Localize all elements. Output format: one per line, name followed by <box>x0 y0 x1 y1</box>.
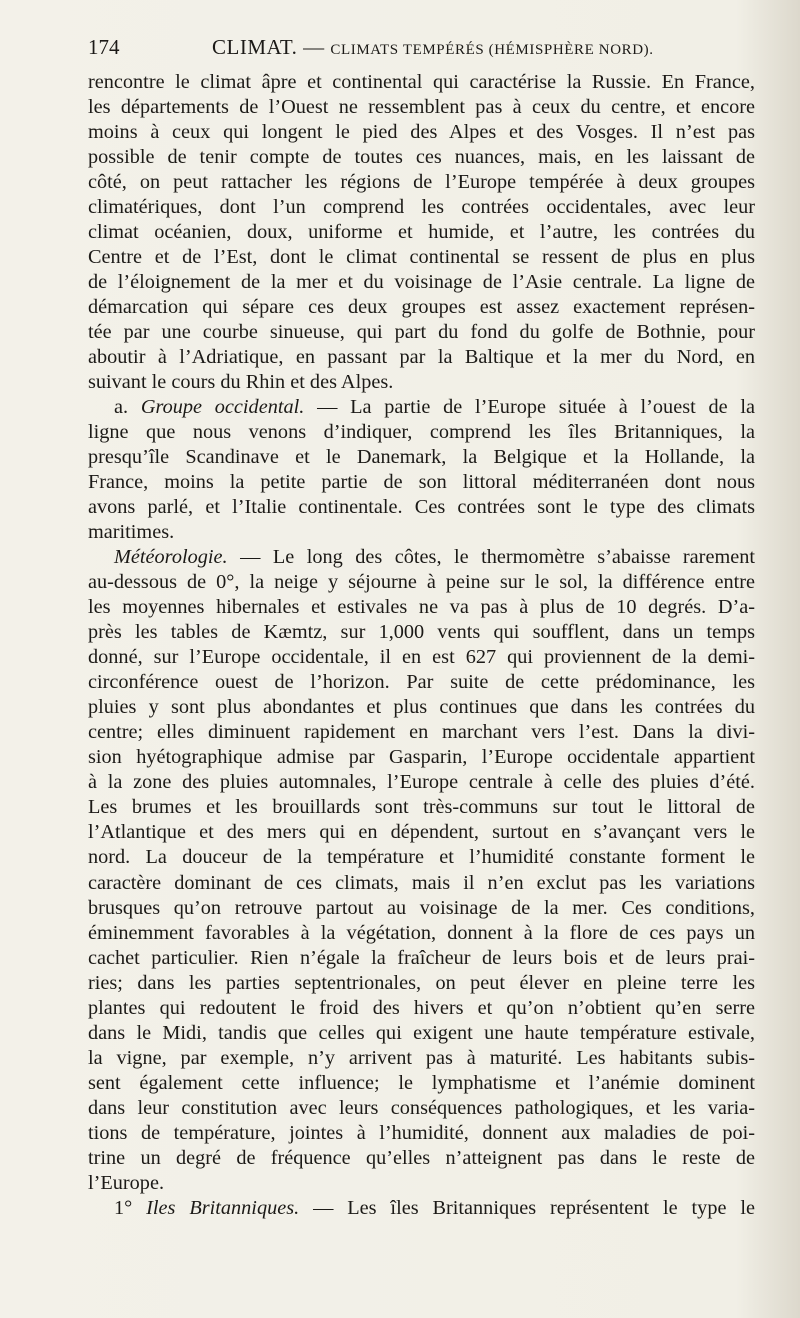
text-line: l’Europe. <box>88 1171 165 1194</box>
text-line: donné, sur l’Europe occidentale, il en est 627 qui proviennent de la demi- <box>88 646 755 669</box>
text-line: près les tables de Kæmtz, sur 1,000 vents qui soufflent, dans un temps <box>88 621 755 644</box>
text-line: éminemment favorables à la végétation, donnent à la flore de ces pays un <box>88 921 755 944</box>
text-line: avons parlé, et l’Italie continentale. Ces contrées sont le type des climats <box>88 496 755 519</box>
text-line: au-dessous de 0°, la neige y séjourne à peine sur le sol, la différence entre <box>88 571 755 594</box>
text-line: plantes qui redoutent le froid des hivers et qu’on n’obtient qu’en serre <box>88 996 755 1019</box>
text-line: ligne que nous venons d’indiquer, comprend les îles Britanniques, la <box>88 421 755 444</box>
text-line: côté, on peut rattacher les régions de l’Europe tempérée à deux groupes <box>88 171 755 194</box>
text-line: sion hyétographique admise par Gasparin, l’Europe occidentale appartient <box>88 746 755 769</box>
text-line: l’Atlantique et des mers qui en dépendent, surtout en s’avançant vers le <box>88 821 755 844</box>
running-head <box>212 32 654 65</box>
section-heading-line <box>88 395 755 420</box>
text-line: Centre et de l’Est, dont le climat continental se ressent de plus en plus <box>88 246 755 269</box>
text-line: centre; elles diminuent rapidement en marchant vers l’est. Dans la divi- <box>88 721 755 744</box>
text-line: sent également cette influence; le lymphatisme et l’anémie dominent <box>88 1071 755 1094</box>
section-heading-line <box>88 1196 755 1221</box>
text-line: ries; dans les parties septentrionales, on peut élever en pleine terre les <box>88 971 755 994</box>
section-title-groupe-occidental: Groupe occidental. <box>140 396 305 419</box>
text-line: tions de température, jointes à l’humidité, donnent aux maladies de poi- <box>88 1121 755 1144</box>
text-line: dans leur constitution avec leurs conséquences pathologiques, et les varia- <box>88 1096 755 1119</box>
text-line: dans le Midi, tandis que celles qui exigent une haute température estivale, <box>88 1021 755 1044</box>
text-line: climat océanien, doux, uniforme et humide, et l’autre, les contrées du <box>88 221 755 244</box>
page-header <box>88 32 753 66</box>
text-run: — La partie de l’Europe située à l’ouest de la <box>304 396 755 419</box>
text-line: cachet particulier. Rien n’égale la fraîcheur de leurs bois et de leurs prai- <box>88 946 755 969</box>
text-line: nord. La douceur de la température et l’humidité constante forment le <box>88 846 755 869</box>
text-line: trine un degré de fréquence qu’elles n’atteignent pas dans le reste de <box>88 1146 755 1169</box>
text-line: démarcation qui sépare ces deux groupes est assez exactement représen- <box>88 296 755 319</box>
text-line: circonférence ouest de l’horizon. Par suite de cette prédominance, les <box>88 671 755 694</box>
text-line: aboutir à l’Adriatique, en passant par la Baltique et la mer du Nord, en <box>88 346 755 369</box>
text-line: les départements de l’Ouest ne ressemblent pas à ceux du centre, et encore <box>88 96 755 119</box>
text-line: caractère dominant de ces climats, mais il n’en exclut pas les variations <box>88 871 755 894</box>
section-heading-line <box>88 545 755 570</box>
text-line: maritimes. <box>88 521 175 544</box>
text-line: moins à ceux qui longent le pied des Alpes et des Vosges. Il n’est pas <box>88 121 755 144</box>
text-line: brusques qu’on retrouve partout au voisinage de la mer. Ces conditions, <box>88 896 755 919</box>
text-line: suivant le cours du Rhin et des Alpes. <box>88 371 394 394</box>
text-line: les moyennes hibernales et estivales ne va pas à plus de 10 degrés. D’a- <box>88 596 755 619</box>
text-line: pluies y sont plus abondantes et plus continues que dans les contrées du <box>88 696 755 719</box>
page-number: 174 <box>88 35 120 59</box>
text-line: à la zone des pluies automnales, l’Europe centrale à celle des pluies d’été. <box>88 771 755 794</box>
section-marker: 1° <box>114 1196 147 1219</box>
running-head-sub: CLIMATS TEMPÉRÉS (HÉMISPHÈRE NORD). <box>330 42 654 58</box>
text-run: — Les îles Britanniques représentent le type le <box>299 1196 755 1219</box>
text-line: la vigne, par exemple, n’y arrivent pas à maturité. Les habitants subis- <box>88 1046 755 1069</box>
text-line: presqu’île Scandinave et le Danemark, la Belgique et la Hollande, la <box>88 446 755 469</box>
section-title-meteorologie: Météorologie. <box>114 546 228 569</box>
text-line: climatériques, dont l’un comprend les contrées occidentales, avec leur <box>88 196 755 219</box>
text-line: possible de tenir compte de toutes ces nuances, mais, en les laissant de <box>88 146 755 169</box>
body-text <box>88 70 755 1221</box>
running-head-main: CLIMAT. — <box>212 35 325 59</box>
text-run: — Le long des côtes, le thermomètre s’abaisse rarement <box>227 546 755 569</box>
section-marker: a. <box>114 396 141 419</box>
text-line: de l’éloignement de la mer et du voisinage de l’Asie centrale. La ligne de <box>88 271 755 294</box>
text-line: tée par une courbe sinueuse, qui part du fond du golfe de Bothnie, pour <box>88 321 755 344</box>
text-line: France, moins la petite partie de son littoral méditerranéen dont nous <box>88 471 755 494</box>
section-title-iles-britanniques: Iles Britanniques. <box>146 1196 300 1219</box>
text-line: Les brumes et les brouillards sont très-communs sur tout le littoral de <box>88 796 755 819</box>
text-line: rencontre le climat âpre et continental qui caractérise la Russie. En France, <box>88 71 755 93</box>
